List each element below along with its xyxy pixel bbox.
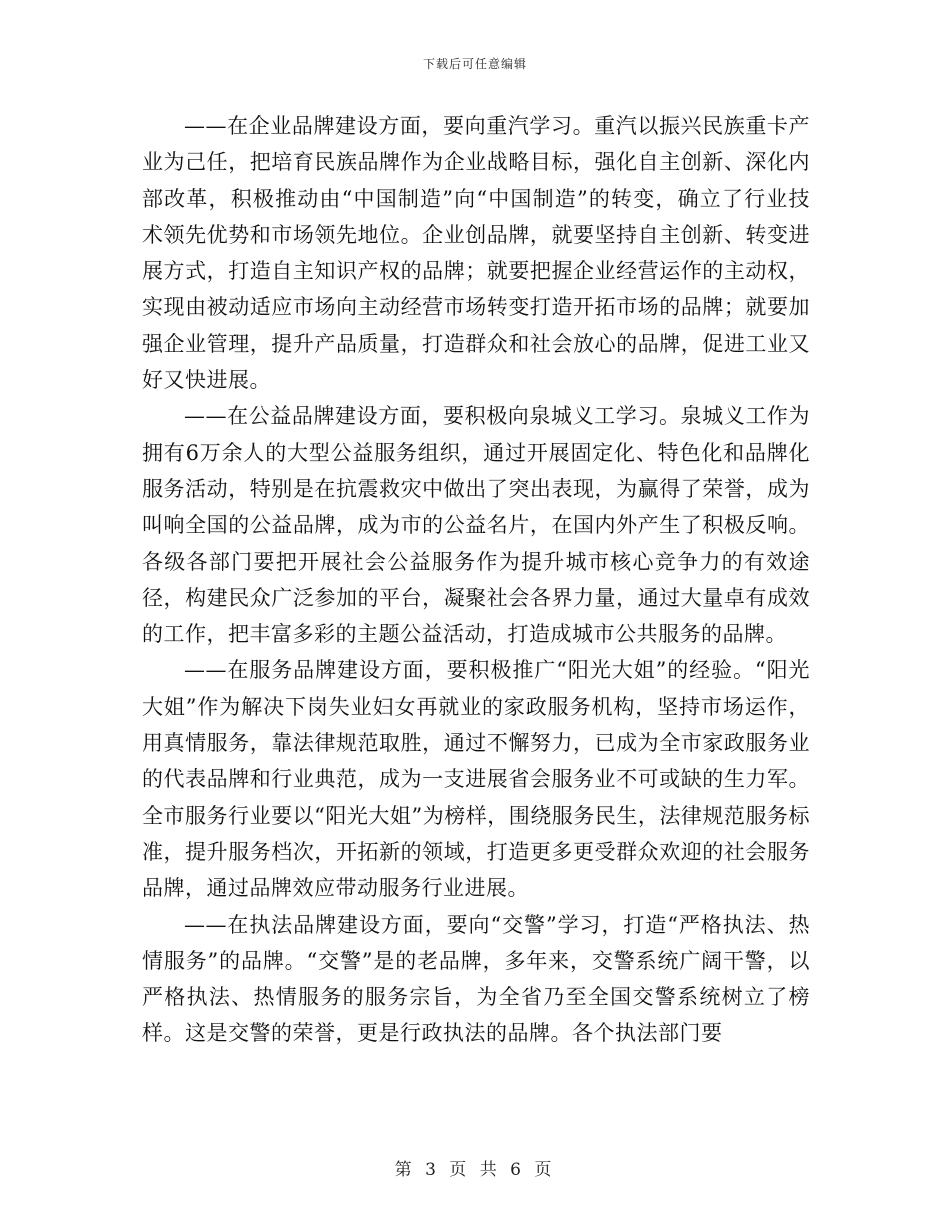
paragraph-enterprise-brand: ——在企业品牌建设方面，要向重汽学习。重汽以振兴民族重卡产业为己任，把培育民族品牌作为企业战略目标，强化自主创新、深化内部改革，积极推动由“中国制造”向“中国制造”的转变，确立了行业技术领先优势和市场领先地位。企业创品牌，就要坚持自主创新、转变进展方式，打造自主知识产权的品牌；就要把握企业经营运作的主动权，实现由被动适应市场向主动经营市场转变打造开拓市场的品牌；就要加强企业管理，提升产品质量，打造群众和社会放心的品牌，促进工业又好又快进展。 — [142, 114, 810, 393]
paragraph-law-enforcement-brand: ——在执法品牌建设方面，要向“交警”学习，打造“严格执法、热情服务”的品牌。“交警”是的老品牌，多年来，交警系统广阔干警，以严格执法、热情服务的服务宗旨，为全省乃至全国交警系统树立了榜样。这是交警的荣誉，更是行政执法的品牌。各个执法部门要 — [142, 912, 810, 1046]
paragraph-public-welfare-brand: ——在公益品牌建设方面，要积极向泉城义工学习。泉城义工作为拥有6万余人的大型公益服务组织，通过开展固定化、特色化和品牌化服务活动，特别是在抗震救灾中做出了突出表现，为赢得了荣誉，成为叫响全国的公益品牌，成为市的公益名片，在国内外产生了积极反响。各级各部门要把开展社会公益服务作为提升城市核心竞争力的有效途径，构建民众广泛参加的平台，凝聚社会各界力量，通过大量卓有成效的工作，把丰富多彩的主题公益活动，打造成城市公共服务的品牌。 — [142, 404, 810, 647]
paragraph-service-brand: ——在服务品牌建设方面，要积极推广“阳光大姐”的经验。“阳光大姐”作为解决下岗失业妇女再就业的家政服务机构，坚持市场运作，用真情服务，靠法律规范取胜，通过不懈努力，已成为全市家政服务业的代表品牌和行业典范，成为一支进展省会服务业不可或缺的生力军。全市服务行业要以“阳光大姐”为榜样，围绕服务民生，法律规范服务标准，提升服务档次，开拓新的领域，打造更多更受群众欢迎的社会服务品牌，通过品牌效应带动服务行业进展。 — [142, 658, 810, 901]
document-body — [142, 108, 810, 1052]
page-number-footer: 第 3 页 共 6 页 — [394, 1160, 556, 1180]
page-header: 下载后可任意编辑 — [422, 57, 527, 71]
